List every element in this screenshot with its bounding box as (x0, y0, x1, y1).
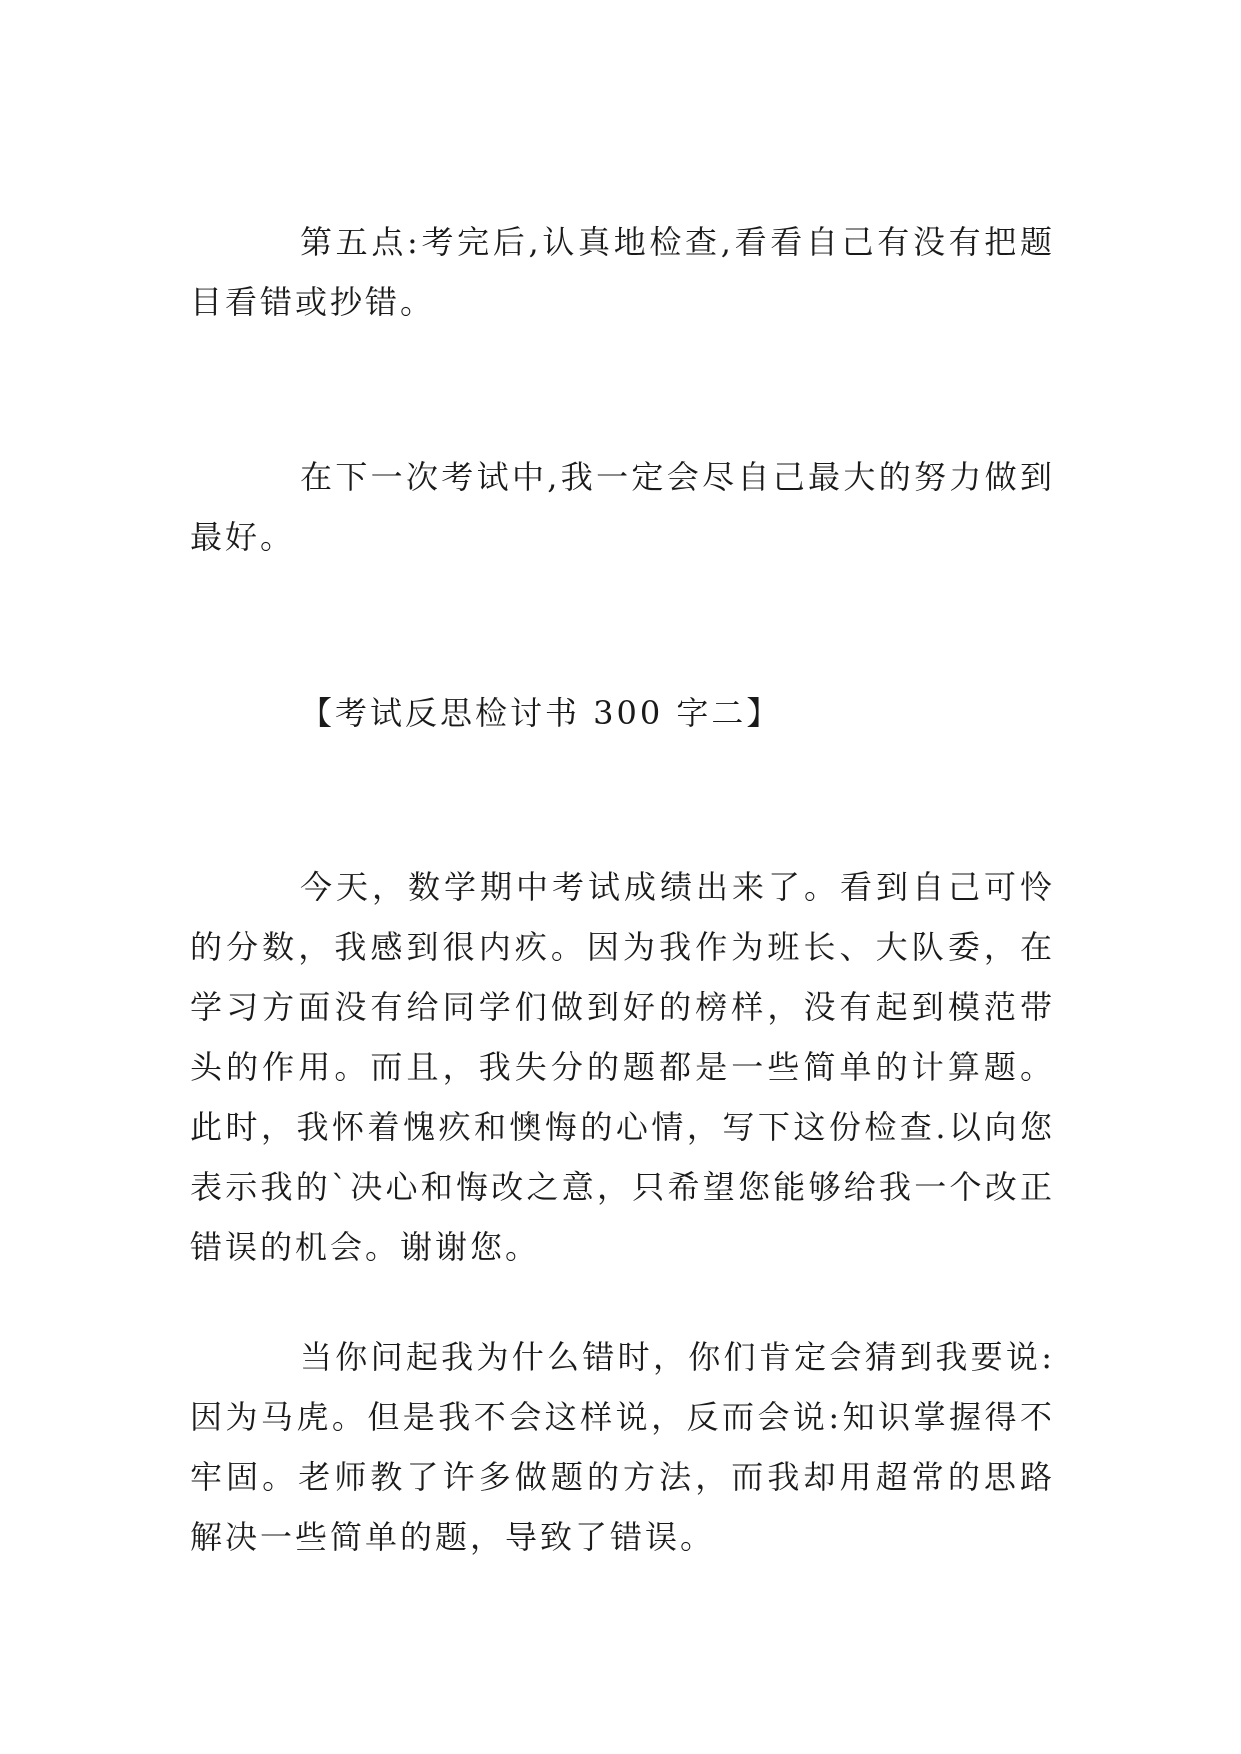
section-heading: 【考试反思检讨书 300 字二】 (300, 694, 782, 732)
paragraph-next-exam: 在下一次考试中,我一定会尽自己最大的努力做到最好。 (190, 458, 1055, 556)
paragraph-math-exam: 今天，数学期中考试成绩出来了。看到自己可怜的分数，我感到很内疚。因为我作为班长、大队委，在学习方面没有给同学们做到好的榜样，没有起到模范带头的作用。而且，我失分的题都是一些简单的计算题。此时，我怀着愧疚和懊悔的心情，写下这份检查.以向您表示我的`决心和悔改之意，只希望您能够给我一个改正错误的机会。谢谢您。 (190, 868, 1055, 1266)
paragraph-fifth-point: 第五点:考完后,认真地检查,看看自己有没有把题目看错或抄错。 (190, 223, 1055, 321)
paragraph-why-wrong: 当你问起我为什么错时，你们肯定会猜到我要说:因为马虎。但是我不会这样说，反而会说:知识掌握得不牢固。老师教了许多做题的方法，而我却用超常的思路解决一些简单的题，导致了错误。 (190, 1338, 1055, 1556)
